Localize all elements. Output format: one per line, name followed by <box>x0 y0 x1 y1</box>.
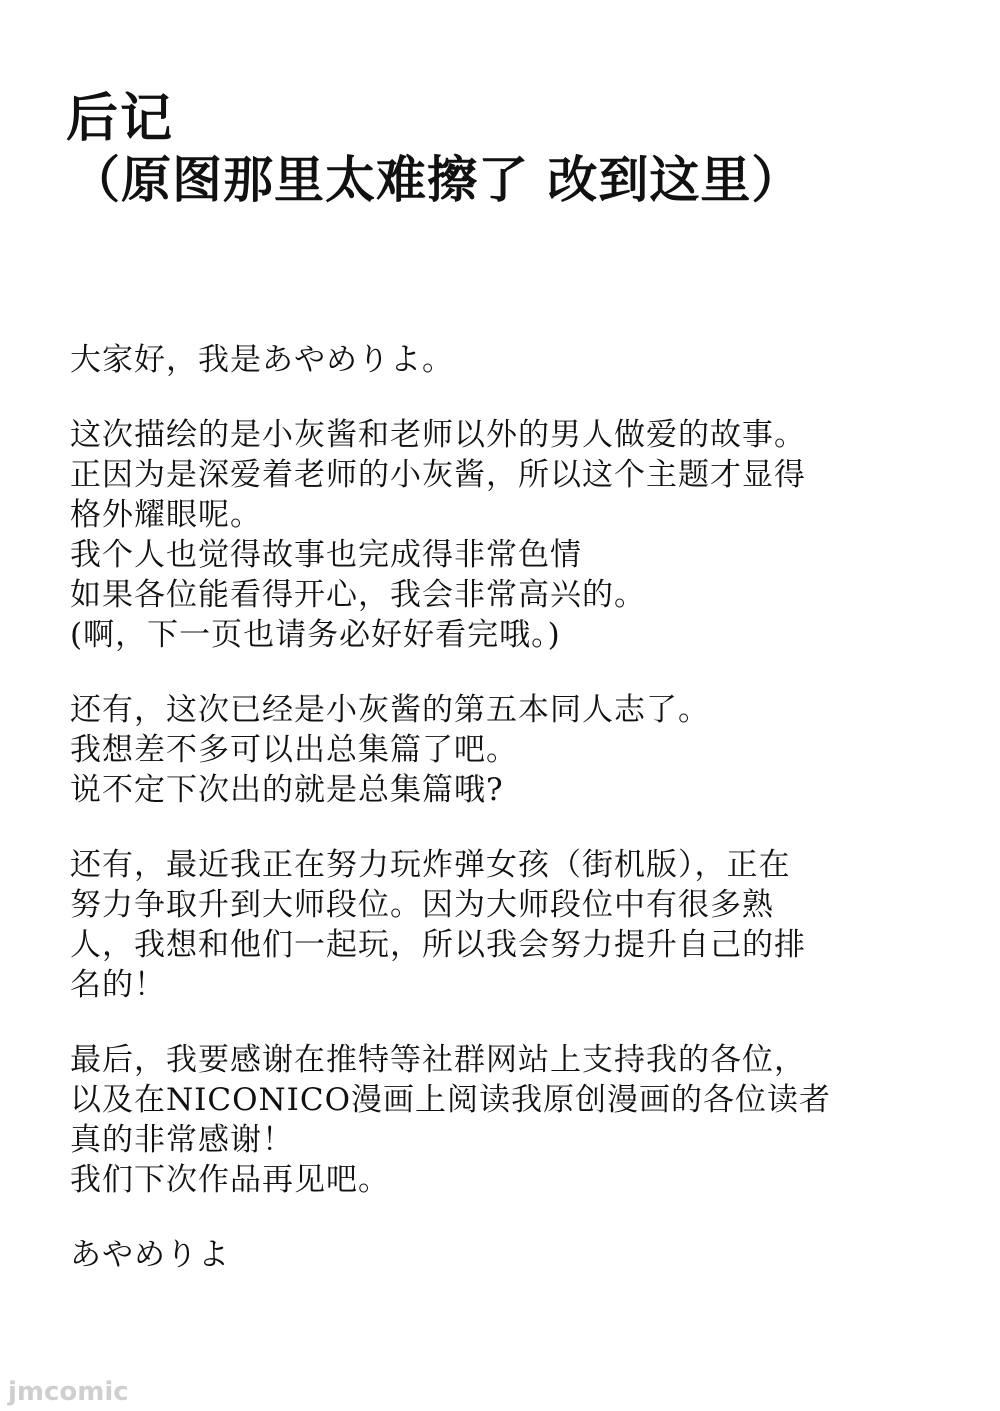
text-line: 努力争取升到大师段位。因为大师段位中有很多熟 <box>70 887 774 923</box>
text-line: 这次描绘的是小灰酱和老师以外的男人做爱的故事。 <box>70 417 806 453</box>
text-line: 真的非常感谢！ <box>70 1122 294 1158</box>
text-line: 我们下次作品再见吧。 <box>70 1162 390 1198</box>
text-line: 我想差不多可以出总集篇了吧。 <box>70 732 518 768</box>
text-line: 名的！ <box>70 967 166 1003</box>
paragraph-signature <box>70 1235 930 1275</box>
page-title: 后记 <box>66 89 175 149</box>
text-line: 还有，这次已经是小灰酱的第五本同人志了。 <box>70 692 710 728</box>
paragraph-doujinshi <box>70 690 930 810</box>
text-line: 还有，最近我正在努力玩炸弹女孩（街机版），正在 <box>70 847 791 883</box>
text-line: 正因为是深爱着老师的小灰酱，所以这个主题才显得 <box>70 457 806 493</box>
page-subtitle: （原图那里太难擦了 改到这里） <box>70 151 803 209</box>
paragraph-game <box>70 845 930 1005</box>
text-line: 最后，我要感谢在推特等社群网站上支持我的各位， <box>70 1042 806 1078</box>
paragraph-thanks <box>70 1040 930 1200</box>
paragraph-greeting <box>70 340 930 380</box>
text-line: (啊，下一页也请务必好好看完哦。) <box>70 617 561 653</box>
text-line: 说不定下次出的就是总集篇哦? <box>70 772 504 808</box>
paragraph-story <box>70 415 930 655</box>
author-signature: あやめりよ <box>70 1237 230 1273</box>
afterword-body <box>70 340 930 1310</box>
text-line: 如果各位能看得开心，我会非常高兴的。 <box>70 577 646 613</box>
text-line: 我个人也觉得故事也完成得非常色情 <box>70 537 582 573</box>
text-line: 格外耀眼呢。 <box>70 497 262 533</box>
text-line: 以及在NICONICO漫画上阅读我原创漫画的各位读者 <box>70 1082 832 1118</box>
text-line: 人，我想和他们一起玩，所以我会努力提升自己的排 <box>70 927 806 963</box>
text-line: 大家好，我是あやめりよ。 <box>70 342 454 378</box>
site-watermark: jmcomic <box>8 1377 129 1407</box>
